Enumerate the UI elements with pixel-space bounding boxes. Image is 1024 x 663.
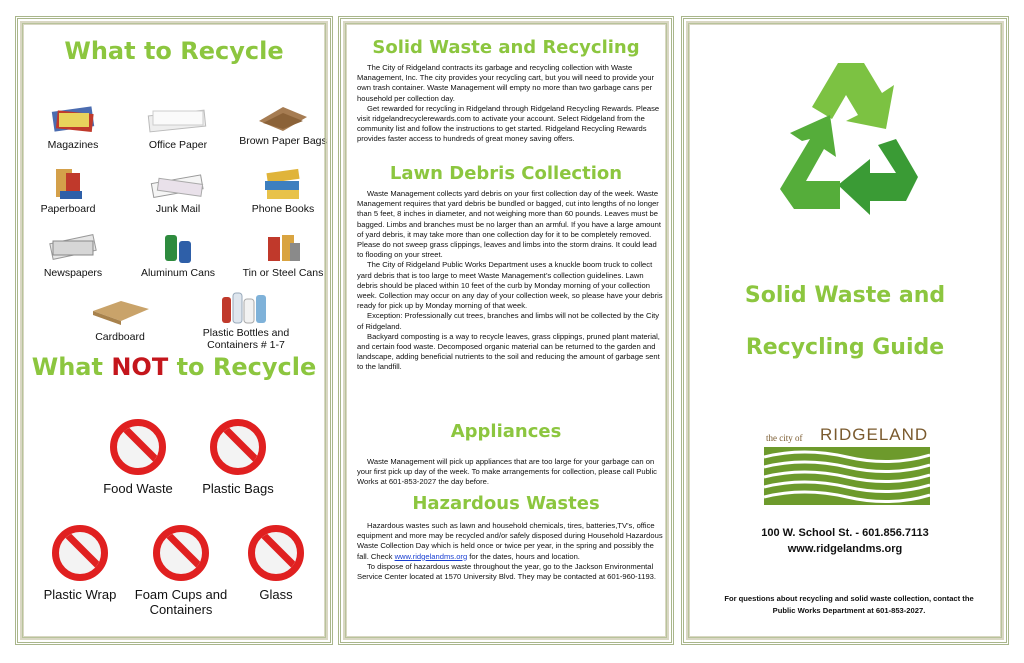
cover-panel bbox=[681, 16, 1009, 645]
hazardous-wastes-title: Hazardous Wastes bbox=[412, 493, 600, 514]
appliances-title: Appliances bbox=[450, 421, 562, 442]
solid-waste-text bbox=[357, 63, 665, 145]
hazardous-wastes-text bbox=[357, 521, 665, 582]
recycle-item-plastic-bottles bbox=[186, 291, 306, 351]
not-item-label: Food Waste bbox=[103, 481, 173, 496]
item-label: Cardboard bbox=[95, 331, 145, 343]
recycle-item-cardboard bbox=[70, 295, 170, 343]
magazines-icon bbox=[23, 103, 123, 135]
appliances-text bbox=[357, 457, 665, 488]
address-text: 100 W. School St. - 601.856.7113 bbox=[761, 527, 929, 539]
not-item-label: Foam Cups and Containers bbox=[134, 587, 228, 617]
paragraph: Exception: Professionally cut trees, branches and limbs will not be collected by the City of Ridgeland. bbox=[357, 311, 660, 331]
recycle-item-aluminum-cans bbox=[128, 231, 228, 279]
item-label: Newspapers bbox=[43, 267, 103, 279]
junk-mail-icon bbox=[128, 167, 228, 199]
what-not-to-recycle-title bbox=[18, 353, 330, 381]
paperboard-icon bbox=[18, 167, 118, 199]
not-item-label: Plastic Wrap bbox=[43, 587, 117, 602]
no-foam-cups-icon bbox=[153, 525, 209, 581]
solid-waste-title: Solid Waste and Recycling bbox=[372, 37, 640, 58]
item-label: Aluminum Cans bbox=[140, 267, 216, 279]
paper-bag-icon bbox=[233, 103, 333, 135]
not-title-part: to Recycle bbox=[176, 353, 317, 381]
guide-title-line2: Recycling Guide bbox=[745, 335, 945, 360]
item-label: Paperboard bbox=[40, 203, 96, 215]
item-label: Junk Mail bbox=[155, 203, 201, 215]
no-food-waste-icon bbox=[110, 419, 166, 475]
paragraph bbox=[357, 521, 665, 562]
phone-books-icon bbox=[233, 167, 333, 199]
no-plastic-bags-icon bbox=[210, 419, 266, 475]
info-panel bbox=[338, 16, 674, 645]
not-title-part: What bbox=[31, 353, 103, 381]
lawn-debris-title: Lawn Debris Collection bbox=[389, 163, 623, 184]
what-to-recycle-title: What to Recycle bbox=[64, 37, 284, 65]
paragraph-part: Hazardous wastes such as lawn and household chemicals, tires, batteries,TV’s, office equipment and more may be recycled and/or safely disposed during Household Hazardous Waste Collection Day which is held once or twice per year, in the spring and possibly the fall. Check bbox=[357, 521, 663, 561]
recycle-symbol-icon bbox=[760, 55, 938, 225]
item-label: Brown Paper Bags bbox=[239, 135, 327, 147]
paragraph: To dispose of hazardous waste throughout the year, go to the Jackson Environmental Service Center located at 1570 University Blvd. They may be contacted at 601-960-1193. bbox=[357, 561, 656, 582]
recycle-item-phone-books bbox=[233, 167, 333, 215]
logo-small-text: the city of bbox=[766, 433, 803, 443]
item-label: Plastic Bottles and Containers # 1-7 bbox=[202, 327, 290, 351]
recycle-item-brown-paper-bags bbox=[233, 103, 333, 147]
not-title-emphasis: NOT bbox=[111, 353, 169, 381]
recycle-item-newspapers bbox=[23, 231, 123, 279]
office-paper-icon bbox=[128, 103, 228, 135]
paragraph: Backyard composting is a way to recycle leaves, grass clippings, pruned plant material, and certain food waste. Decomposed organic material can be returned to the garden and landscape, adding beneficial nutrients to the soil and reducing the amount of garbage sent to the landfill. bbox=[357, 331, 660, 372]
cardboard-icon bbox=[70, 295, 170, 327]
item-label: Office Paper bbox=[148, 139, 208, 151]
recycle-item-paperboard bbox=[18, 167, 118, 215]
paragraph: The City of Ridgeland contracts its garbage and recycling collection with Waste Management, Inc. The city provides your recycling cart, but you will need to provide your own trash container. Waste Management will empty no more than two garbage cans per household per collection day. bbox=[357, 63, 655, 103]
not-item-food-waste bbox=[88, 419, 188, 496]
newspapers-icon bbox=[23, 231, 123, 263]
paragraph: Waste Management will pick up appliances that are too large for your garbage can on your first pick up day of the week. To make arrangements for collection, please call Public Works at 601-853-2027 the day before. bbox=[357, 457, 657, 487]
lawn-debris-text bbox=[357, 189, 665, 373]
no-glass-icon bbox=[248, 525, 304, 581]
not-item-glass bbox=[226, 525, 326, 602]
paragraph: Waste Management collects yard debris on your first collection day of the week. Waste Management requires that yard debris be bundled or bagged, cut into lengths of no longer than 5 feet, 8 inches in diameter, and not weighing more than 60 pounds. Leaves must be bagged. Limbs and branches must be no larger than an armful. If you have a large amount of yard debris, it may take more than one collection day for it to be completely removed. Please do not sweep grass clippings, leaves and limbs into the storm drains. It could lead to flooding on your street. bbox=[357, 189, 661, 260]
contact-note: For questions about recycling and solid waste collection, contact the Public Works Department at 601-853-2027. bbox=[724, 594, 974, 615]
recycle-item-office-paper bbox=[128, 103, 228, 151]
recycle-item-tin-cans bbox=[233, 231, 333, 279]
ridgeland-logo bbox=[764, 425, 930, 505]
aluminum-cans-icon bbox=[128, 231, 228, 263]
tin-cans-icon bbox=[233, 231, 333, 263]
logo-waves-icon bbox=[764, 447, 930, 505]
paragraph: Get rewarded for recycling in Ridgeland through Ridgeland Recycling Rewards. Please visit ridgelandrecyclerewards.com to activate your account. Select Ridgeland from the community list and follow the instructions to get started. Ridgeland Recycling Rewards provides faster access to hundreds of great money saving offers. bbox=[357, 103, 660, 144]
item-label: Phone Books bbox=[251, 203, 315, 215]
website-text: www.ridgelandms.org bbox=[787, 543, 903, 555]
not-item-foam-cups bbox=[128, 525, 234, 617]
plastic-bottles-icon bbox=[186, 291, 306, 323]
item-label: Tin or Steel Cans bbox=[242, 267, 324, 279]
recycle-item-magazines bbox=[23, 103, 123, 151]
paragraph-part: for the dates, hours and location. bbox=[469, 551, 580, 561]
guide-title-line1: Solid Waste and bbox=[744, 283, 946, 308]
recycle-item-junk-mail bbox=[128, 167, 228, 215]
website-link[interactable]: www.ridgelandms.org bbox=[394, 551, 468, 561]
paragraph: The City of Ridgeland Public Works Department uses a knuckle boom truck to collect yard debris that is too large to meet Waste Management’s collection guidelines. Lawn debris should be placed within 10 feet of the curb by Monday morning of your collection week. Collection may occur on any day of your collection week, so please have your debris ready for pick up by Monday morning of that week. bbox=[357, 260, 663, 311]
not-item-plastic-wrap bbox=[30, 525, 130, 602]
not-item-label: Glass bbox=[259, 587, 293, 602]
not-item-label: Plastic Bags bbox=[202, 481, 274, 496]
recycle-panel bbox=[15, 16, 333, 645]
no-plastic-wrap-icon bbox=[52, 525, 108, 581]
logo-big-text: RIDGELAND bbox=[820, 425, 929, 444]
not-item-plastic-bags bbox=[188, 419, 288, 496]
item-label: Magazines bbox=[47, 139, 99, 151]
